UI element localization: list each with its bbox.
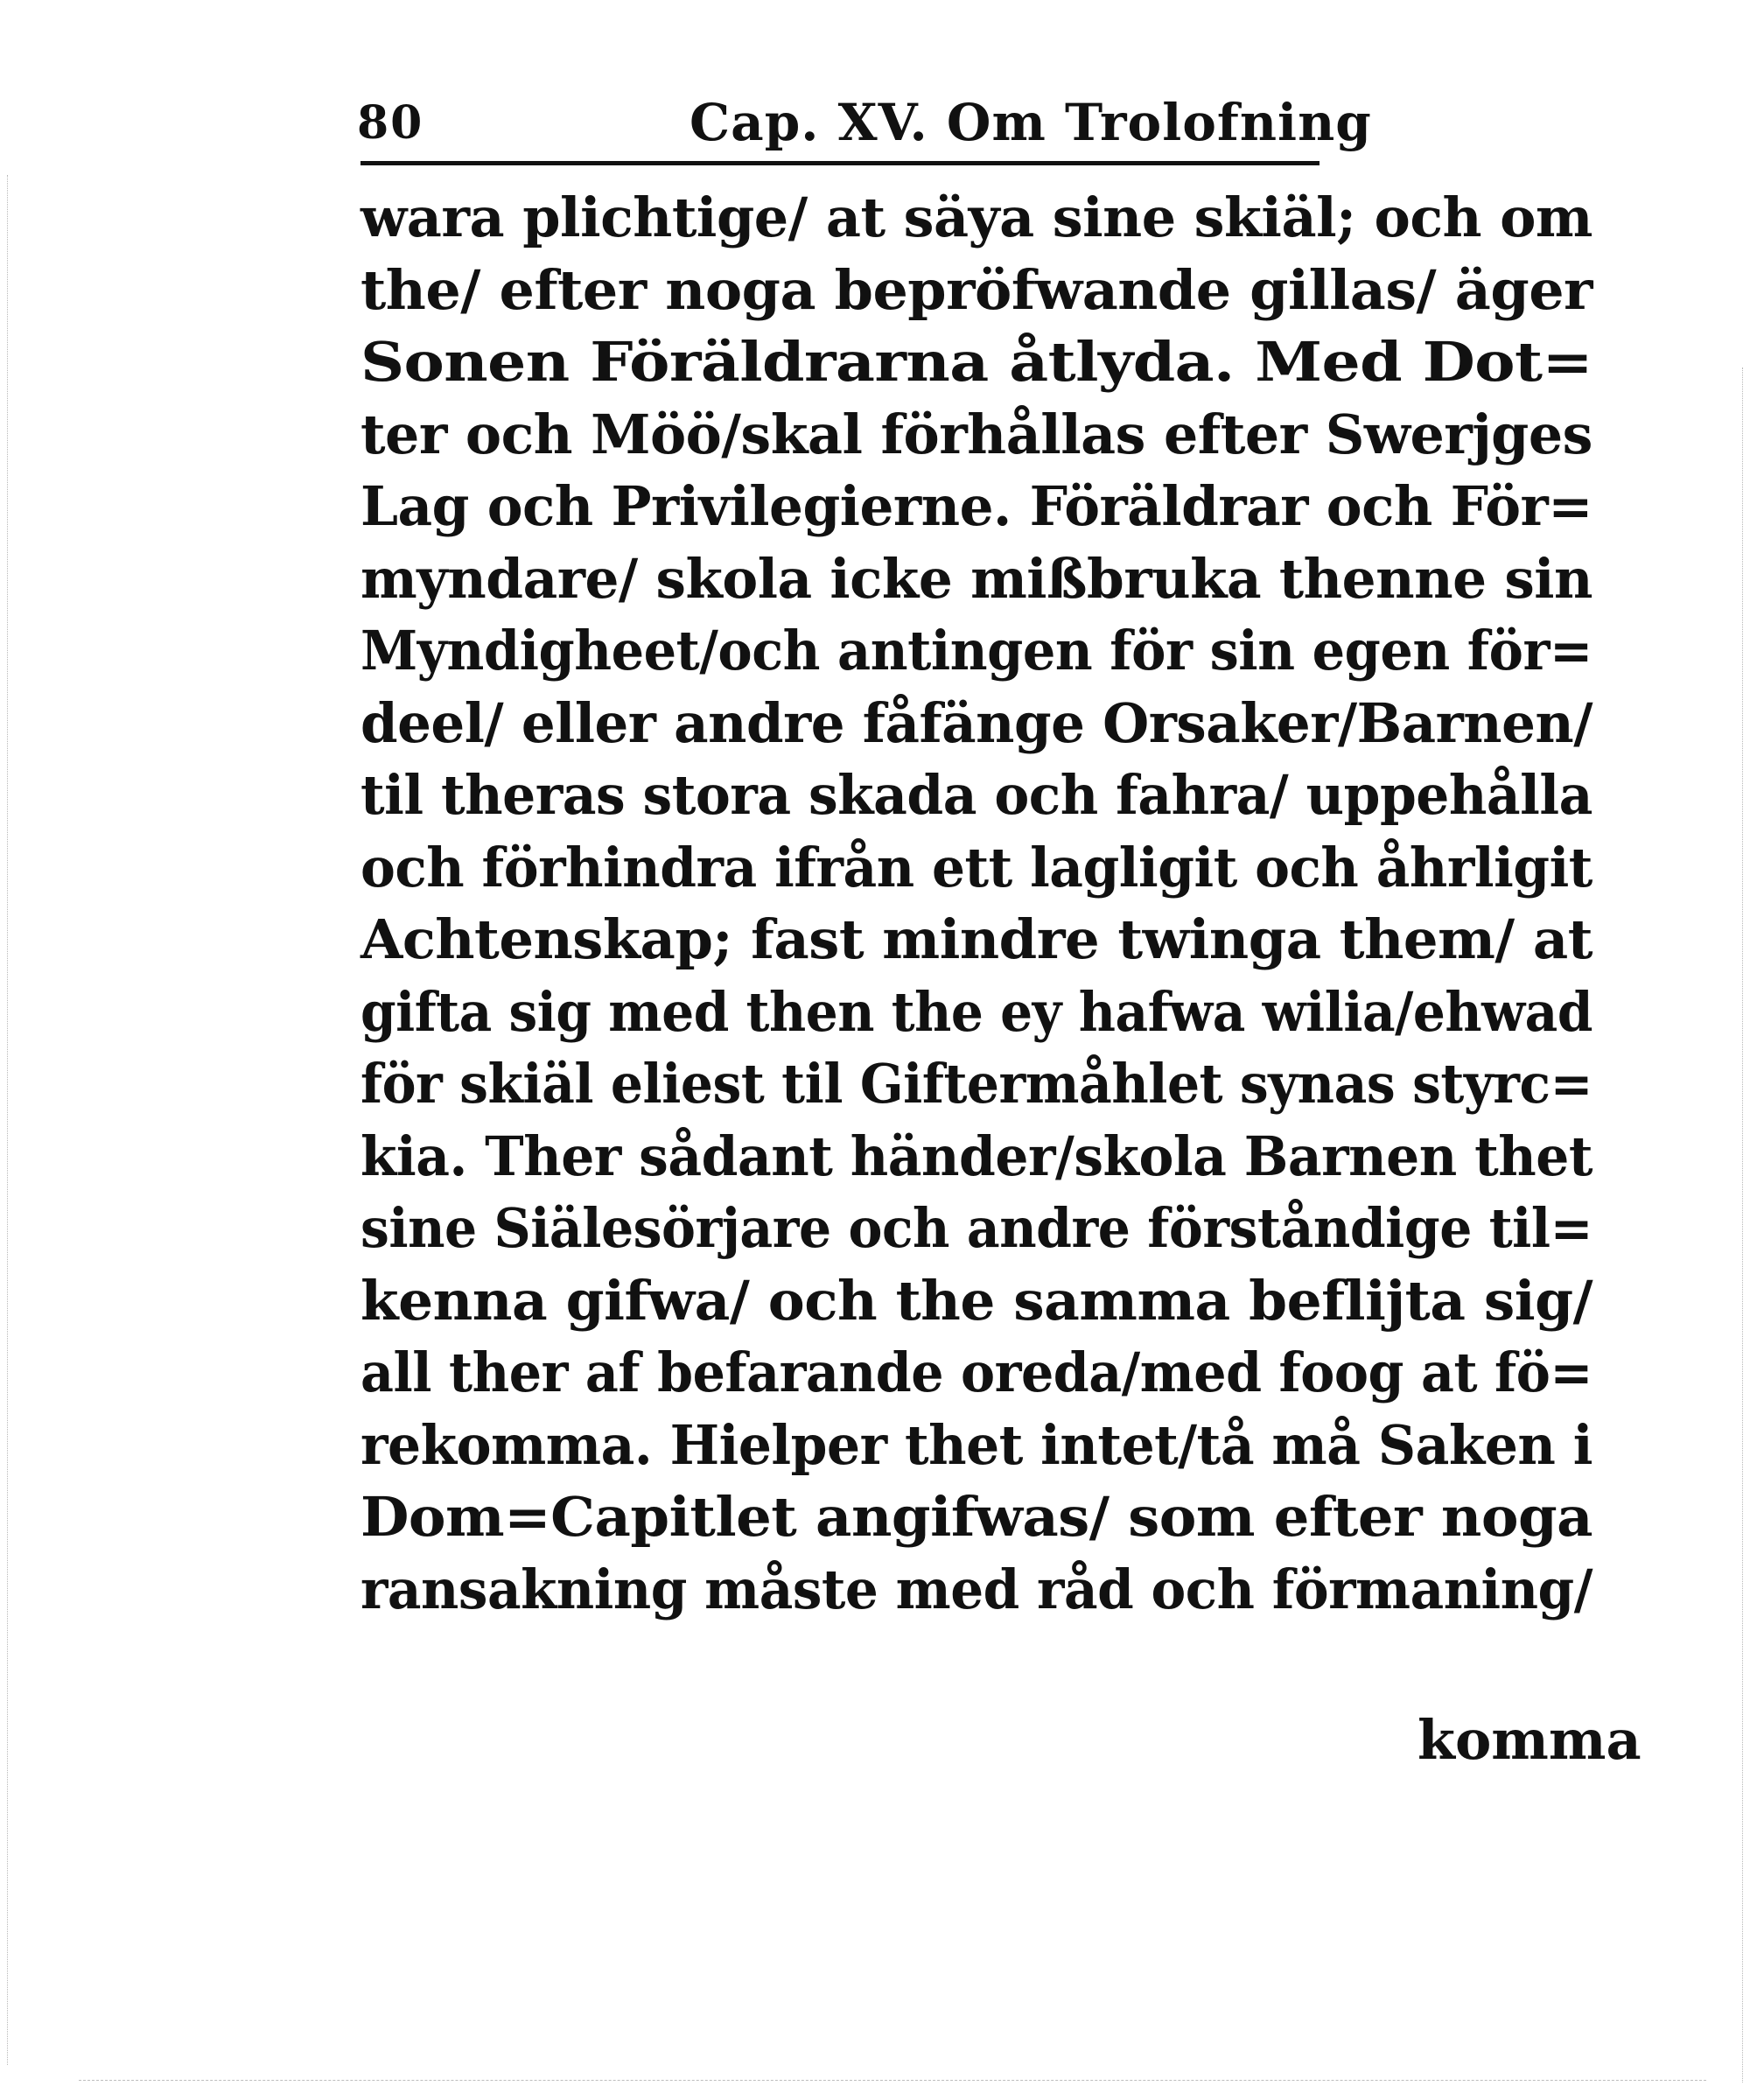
scan-edge-bottom [79, 2080, 1706, 2082]
text-line: sine Siälesörjare och andre förståndige til= [360, 1196, 1593, 1260]
text-line: deel/ eller andre fåfänge Orsaker/Barnen/ [360, 690, 1592, 755]
text-line: och förhindra ifrån ett lagligit och åhrligit [360, 835, 1592, 900]
text-line: för skiäl eliest til Giftermåhlet synas styrc= [360, 1052, 1592, 1116]
text-line: Dom=Capitlet angifwas/ som efter noga [360, 1485, 1593, 1549]
text-line: the/ efter noga bepröfwande gillas/ äger [360, 257, 1592, 322]
text-line: ter och Möö/skal förhållas efter Swerjges [360, 402, 1592, 466]
text-line: ransakning måste med råd och förmaning/ [360, 1557, 1593, 1621]
running-head: Cap. XV. Om Trolofning [690, 93, 1372, 152]
scan-edge-right [1742, 368, 1745, 2082]
page-header [357, 88, 1372, 158]
text-line: til theras stora skada och fahra/ uppehålla [360, 763, 1592, 827]
catchword: komma [1418, 1708, 1642, 1772]
text-line: kenna gifwa/ och the samma beflijta sig/ [360, 1268, 1593, 1333]
scan-edge-left [7, 175, 10, 2065]
text-line: kia. Ther sådant händer/skola Barnen thet [360, 1124, 1592, 1188]
text-line: myndare/ skola icke mißbruka thenne sin [360, 546, 1593, 611]
text-line: gifta sig med then the ey hafwa wilia/ehwad [360, 979, 1592, 1044]
header-rule [360, 161, 1320, 165]
text-line: rekomma. Hielper thet intet/tå må Saken i [360, 1412, 1592, 1477]
text-line: Myndigheet/och antingen för sin egen för= [360, 619, 1592, 682]
text-line: Lag och Privilegierne. Föräldrar och För= [360, 474, 1593, 538]
text-line: Achtenskap; fast mindre twinga them/ at [360, 907, 1592, 971]
text-line: all ther af befarande oreda/med foog at fö= [360, 1340, 1592, 1404]
body-text [360, 182, 1594, 1626]
text-line: Sonen Föräldrarna åtlyda. Med Dot= [360, 330, 1593, 394]
page-number: 80 [357, 96, 424, 150]
text-line: wara plichtige/ at säya sine skiäl; och om [360, 186, 1592, 249]
